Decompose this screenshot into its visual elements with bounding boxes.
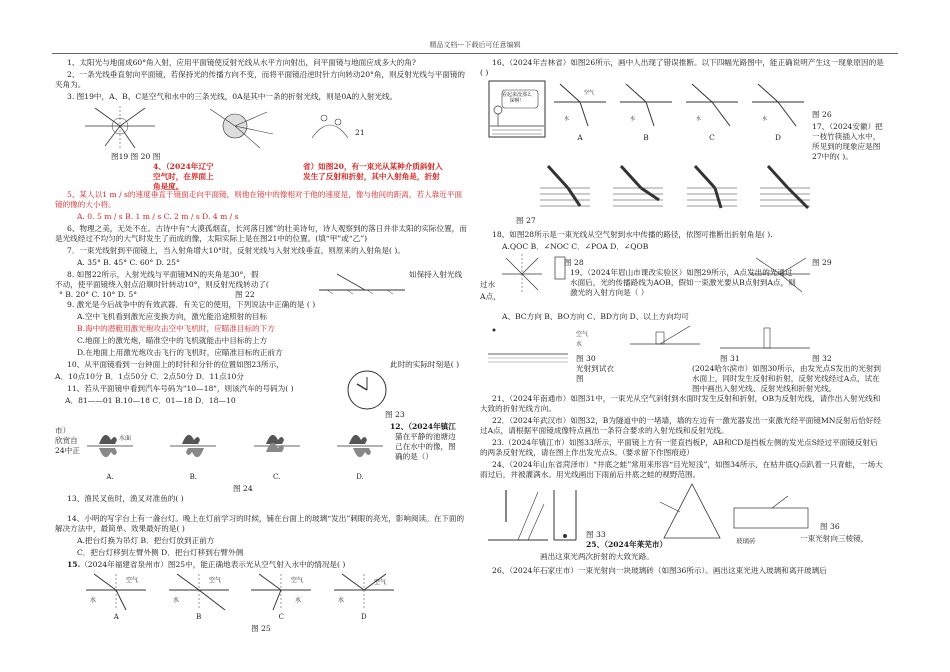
figure-25: [75, 572, 405, 622]
fig25-caption: 图 25: [251, 624, 271, 633]
question-10-options: A．10点10分 B．1点50分 C．2点50分 D．11点10分: [55, 372, 244, 381]
question-6: 6、物理之美，无处不在。古诗中有“大漠孤烟直，长河落日圆”的壮美诗句，诗人观察到的落日并非太阳的实际位置，而是光线经过不均匀的大气时发生了而成的像，太阳实际上是在图21中的位置。(填“甲”或“乙”): [55, 224, 467, 243]
fig24-option-c: [252, 422, 302, 482]
question-14: 14、小明的写字台上有一盏台灯。晚上在灯前学习的时候，铺在台面上的玻璃“发出”刺眼的亮光，影响阅读。在下面的解决方法中，最简单、效果最好的是( ): [55, 514, 465, 533]
question-14-options-cd: C．把台灯移到左臂外侧 D．把台灯移到右臂外侧: [77, 548, 244, 557]
left-column: [55, 58, 467, 636]
question-23: 23.（2024年镇江市）如图33所示，平面镜上方有一竖直挡板P，AB和CD是挡板左侧的发光点S经过平面镜反射后的两条反射光线，请在图上作出发光点S。（要求留下作图痕迹）: [480, 438, 878, 457]
fig26-label-a: A: [577, 133, 583, 142]
fig24-label-a: A.: [106, 473, 114, 481]
q15-text: （2024年福建省泉州市）图25中，能正确地表示光从空气射入水中的情况是( ): [80, 560, 346, 569]
fig19-20-caption: 图19 图 20 图: [111, 152, 161, 161]
header-rule: [52, 53, 898, 54]
question-3: 3. 图19中，A、B、C是空气和水中的三条光线，0A是其中一条的折射光线，则是0A的入射光线。: [67, 92, 398, 101]
question-10b: 此时的实际时刻是( ): [390, 360, 460, 369]
question-9-option-a: A.空中飞机看到激光应变换方向，激光能沿途照射的目标: [77, 312, 268, 321]
fig29-caption: 图 29: [812, 258, 832, 267]
q15-number: 15.: [67, 560, 81, 569]
question-8a: 8. 如图22所示，入射光线与平面镜MN的夹角是30°，假: [67, 270, 259, 279]
fig27-option-a: [540, 164, 590, 210]
cartoon-speech: 看起来没那么深啊！: [502, 92, 533, 104]
question-8c: 不动，使平面镜绕入射点沿顺时针转动10°，则反射光线转动了(: [55, 280, 269, 289]
fig27-caption: 图 27: [516, 216, 536, 225]
q12-label: 12、（2024年镇江: [390, 422, 456, 431]
fig25-option-a: [86, 572, 146, 622]
question-20: (2024哈尔滨市）如图30所示，由发光点S发出的光射到水面上，同时发生反射和折射，反射光线经过A点，试在图中画出入射光线、反射光线和折射光线。: [692, 364, 882, 393]
question-25b: 画出这束光两次折射的大致光路。: [540, 552, 654, 561]
figure-20: [205, 104, 275, 150]
q12-block: [55, 422, 467, 494]
question-1: 1、太阳光与地面成60°角入射，应用平面镜使反射光线从水平方向射出，问平面镜与地面应成多大的角?: [67, 58, 416, 67]
fig25-option-c: [251, 572, 311, 622]
fig25-option-b: [169, 572, 229, 622]
question-26: 26、（2024年石家庄市）一束光射向一块玻璃砖（如图36所示）。画出这束光进入玻璃和离开玻璃后: [492, 566, 827, 575]
question-25c: 一束光射向三棱镜，: [800, 534, 869, 543]
fig30-32-block: [480, 324, 885, 394]
fig26-water-b: 水: [630, 116, 636, 122]
fig32-caption: 图 32: [812, 354, 832, 363]
question-17: 17、（2024安徽）把一枝竹筷插入水中，所见到的现象应是图27中的( )。: [812, 122, 883, 161]
figure-26-options: [554, 80, 804, 146]
fig26-label-b: B: [643, 133, 649, 142]
question-11-options: A．81——01 B.10—18 C．01—18 D．18—10: [65, 396, 236, 405]
fig25-water-c: 水: [295, 597, 302, 604]
fig33-caption: 图 33: [586, 530, 606, 539]
figure-27: [540, 164, 810, 210]
page-header: 精品文档---下载后可任意编辑: [429, 41, 521, 49]
fig25-air-c: 空气: [291, 577, 304, 584]
fig25-label-a: A: [113, 613, 119, 621]
fig25-water-d: 水: [337, 597, 344, 604]
question-19-options: A、BC方向 B、BO方向 C、BD方向 D、以上方向均可: [502, 312, 689, 321]
figure-26-block: [480, 80, 885, 164]
q12-frag-3: 欣赏自: [55, 436, 78, 445]
q4-text-3: 发生了反射和折射，其中入射角是，折射: [303, 172, 440, 181]
question-7: 7．一束光线射到平面镜上，当入射角增大10°时，反射光线与入射光线垂直，则原来的入射角是( )。: [67, 246, 405, 255]
question-9-option-c: C.地面上的激光炮，瞄准空中的飞机就能击中目标的上方: [77, 336, 268, 345]
question-21: 21、（2024年南通市）如图31中，一束光从空气斜射到水面时发生反射和折射，OB为反射光线，请作出入射光线和大致的折射光线方向。: [480, 394, 881, 413]
fig25-label-c: C: [278, 613, 284, 621]
figure-26-cartoon: [488, 80, 546, 138]
fig24-label-b: B.: [189, 473, 198, 481]
fig24-water-label: 水面: [119, 435, 132, 442]
q19-prefix-2: A点，: [480, 292, 501, 301]
fig26-option-d: [752, 80, 804, 146]
fig36-glass-label: 玻璃砖: [736, 537, 756, 545]
fig33-36-block: [480, 482, 885, 562]
q4-text-4: 角是度。: [153, 182, 184, 191]
figure-24: [85, 422, 385, 482]
fig24-label-d: D.: [356, 473, 364, 481]
fig25-option-d: [334, 572, 394, 622]
fig24-caption: 图 24: [233, 484, 253, 493]
q19-block: [480, 254, 885, 312]
fig24-option-a: [85, 422, 135, 482]
question-2: 2、一条光线垂直射向平面镜，若保持光的传播方向不变，而将平面镜沿逆时针方向转动20°角，则反射光线与平面镜的夹角为。: [55, 70, 465, 89]
q4-text-2: 空气时，在界面上: [153, 172, 214, 181]
figure-35-prism: [660, 482, 724, 542]
fig24-option-b: [168, 422, 218, 482]
right-column: [480, 58, 885, 578]
fig22-caption: 图 22: [235, 290, 255, 299]
fig30-air-label: 空气: [576, 331, 589, 338]
fig21-caption: 21: [355, 128, 365, 137]
question-18-options: A.QOC B．∠NOC C．∠POA D．∠QOB: [502, 242, 649, 251]
fig24-option-d: [335, 422, 385, 482]
question-13: 13、渔民叉鱼时，渔叉对准鱼的( ): [67, 494, 184, 503]
fig28-caption: 图 28: [564, 258, 584, 267]
fig26-water-a: 水: [564, 116, 570, 122]
figure-31: [630, 324, 700, 360]
figure-33: [488, 482, 548, 544]
question-9-option-d: D.在地面上用激光炮攻击飞行的飞机时，应瞄准目标的正前方: [77, 348, 283, 357]
q4-text-1: 省）如图20，有一束光从某种介质斜射入: [303, 162, 443, 171]
figure-28: [502, 254, 542, 294]
fig26-option-b: [620, 80, 672, 146]
q10-q11-block: [55, 360, 467, 422]
fig27-option-c: [687, 164, 737, 210]
fig25-label-d: D: [360, 613, 367, 621]
question-25: 25、（2024年莱芜市）: [586, 540, 668, 549]
fig26-water-c: 水: [696, 116, 702, 122]
fig25-label-b: B: [196, 613, 202, 621]
q3-q4-block: [55, 104, 467, 190]
fig24-label-c: C.: [272, 473, 281, 481]
figure-23-clock: [345, 368, 389, 412]
q19-prefix: 过水: [480, 280, 496, 289]
fig26-option-c: [686, 80, 738, 146]
q12-frag-4: 己在水中的像，图: [395, 442, 456, 451]
fig25-water-b: 水: [172, 597, 179, 604]
figure-22: [317, 270, 407, 296]
figure-21: [310, 108, 350, 142]
fig36-caption: 图 36: [820, 522, 840, 531]
fig25-water-a: 水: [90, 597, 97, 604]
question-18: 18、如图28所示是一束光线从空气射到水中传播的路径，依图可推断出折射角是( ).: [492, 230, 773, 239]
fig25-air-a: 空气: [126, 577, 139, 584]
q4-label: 4、（2024年辽宁: [153, 162, 214, 171]
q12-frag-6: 确的是（）: [395, 452, 433, 461]
fig23-caption: 图 23: [385, 410, 405, 419]
fig25-air-d: 空气: [373, 579, 386, 586]
fig26-water-d: 水: [762, 116, 768, 122]
question-22: 22．（2024年武汉市）如图32，B为隧道中的一堵墙，墙的左边有一激光器发出一束激光经平面镜MN反射后恰好经过A点，请根据平面镜成像特点画出一条符合要求的入射光线和反射光线。: [480, 416, 881, 435]
fig27-option-d: [760, 164, 810, 210]
question-9-option-b: B.海中的潜艇用激光炮攻击空中飞机时，应瞄准目标的下方: [77, 324, 275, 333]
fig26-caption: 图 26: [812, 110, 832, 119]
question-8b: 如保持入射光线: [409, 270, 463, 279]
figure-36-glass: [732, 496, 812, 532]
q20-fragment: 光射到试衣图: [576, 364, 614, 383]
fig26-option-a: [554, 80, 606, 146]
question-16: 16、（2024年吉林省）如图26所示，画中人出现了错误推断。以下四幅光路图中，能正确说明产生这一现象原因的是 ( ): [480, 58, 884, 77]
question-5: 5、某人以1 m / s的速度垂直于镜面走向平面镜，则他在镜中的像相对于他的速度是，像与他间的距离，若人靠近平面镜的像的大小将。: [55, 190, 463, 209]
question-5-options: A. 0. 5 m / s B. 1 m / s C. 2 m / s D. 4 m / s: [77, 212, 239, 221]
question-10: 10、从平面镜看到一台钟面上的时针和分针的位置如图23所示，: [67, 360, 284, 369]
fig30-water-label: 水: [576, 341, 583, 348]
figure-19: [85, 104, 155, 150]
q8-block: [55, 270, 467, 300]
q12-frag-2: 猫在平静的池塘边: [395, 432, 456, 441]
figure-34-well: [550, 486, 580, 544]
question-8-options: ° B. 20° C. 10° D. 5°: [59, 290, 138, 299]
figure-30: [488, 324, 568, 368]
question-9: 9. 激光是今后战争中的有效武器．有关它的使用，下列说法中正确的是 ( ): [67, 300, 316, 309]
fig26-label-d: D: [775, 133, 781, 142]
question-19: 19、（2024年眉山市课改实验区）如图29所示，A点发出的光通过水面后，光的传播路线为AOB，假如一束激光要从B点射到A点，则激光的入射方向是（ ）: [570, 268, 796, 297]
fig30-caption: 图 30: [576, 354, 596, 363]
question-24: 24、（2024年山东省菏泽市）“井底之蛙”常用来形容“目光短浅”，如图34所示，在枯井底Q点趴着一只青蛙，一场大雨过后，井被灌满水。用光线画出下雨前后井底之蛙的视野范围。: [480, 460, 883, 479]
figure-32: [720, 324, 810, 352]
fig26-label-c: C: [709, 133, 715, 142]
q12-frag-5: 24中正: [55, 446, 80, 455]
fig27-option-b: [613, 164, 663, 210]
fig26-air-a: 空气: [584, 90, 595, 96]
figure-29: [750, 254, 810, 294]
q12-frag-1: 市）: [55, 426, 71, 435]
fig25-air-b: 空气: [208, 577, 221, 584]
question-15: [55, 560, 467, 570]
question-7-options: A. 35° B. 45° C. 60° D. 25°: [77, 258, 180, 267]
question-11: 11、若从平面镜中看到汽车号码为"10—18"，则该汽车的号码为( ): [67, 384, 294, 393]
fig31-caption: 图 31: [720, 354, 740, 363]
question-14-options-ab: A.把台灯换为吊灯 B．把台灯放到正前方: [77, 536, 215, 545]
